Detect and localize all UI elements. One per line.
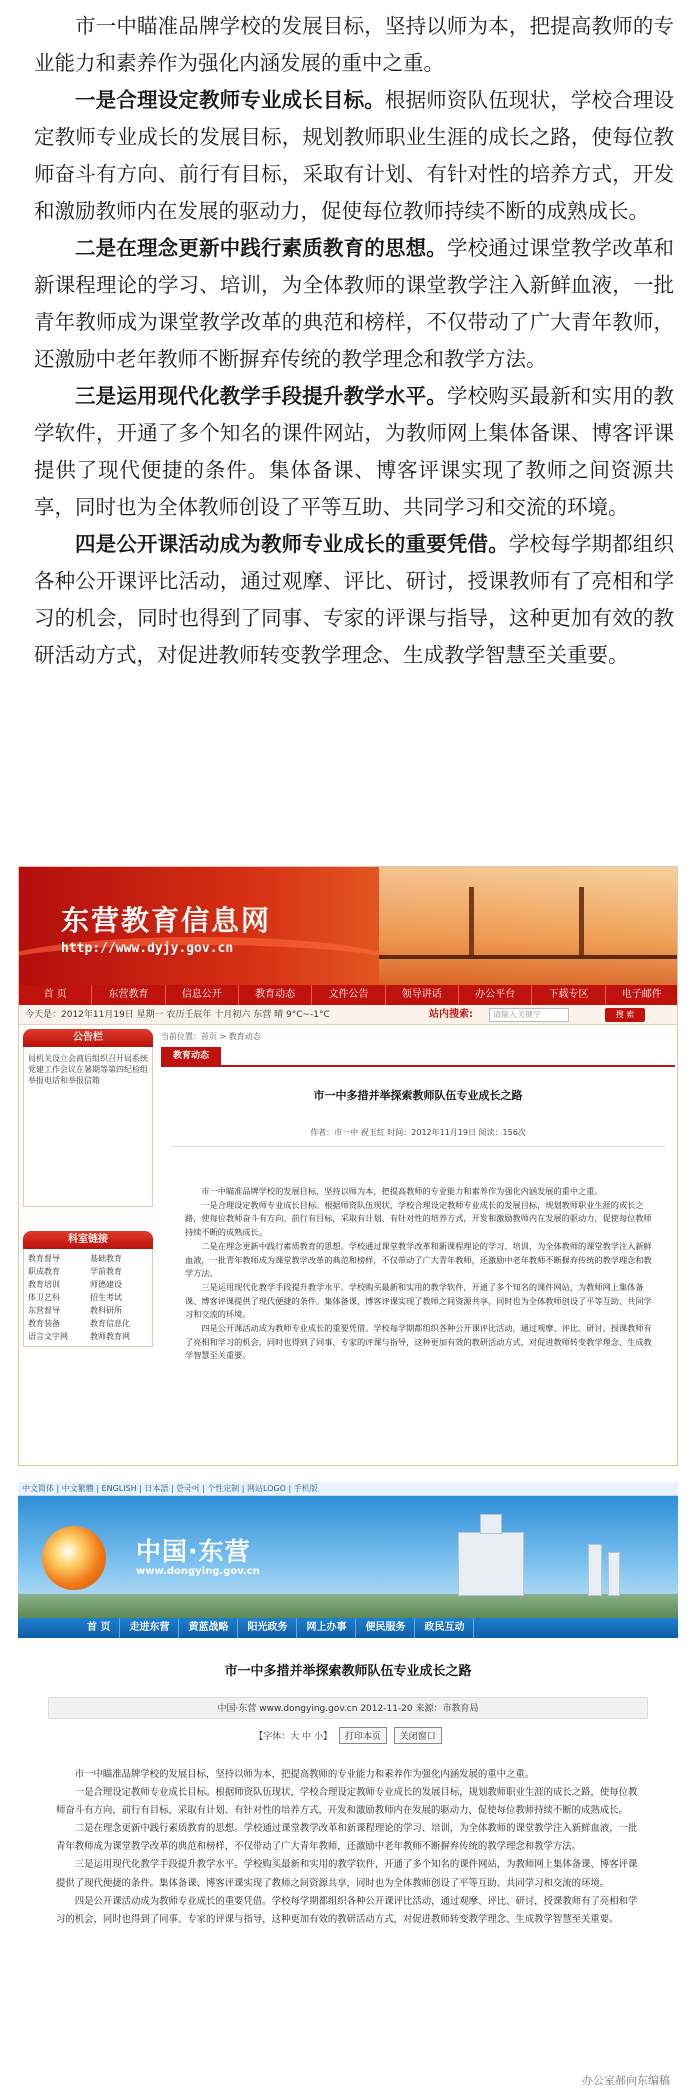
paragraph-lead: 二是在理念更新中践行素质教育的思想。 [75, 236, 447, 260]
paragraph-lead: 四是公开课活动成为教师专业成长的重要凭借。 [74, 1895, 272, 1907]
font-size-control[interactable]: 【字体：大 中 小】 [254, 1732, 332, 1742]
link-item[interactable]: 教育装备 [28, 1319, 60, 1328]
main-nav [19, 985, 678, 1005]
dongying-banner [18, 1496, 678, 1618]
paragraph-body: 学校购买最新和实用的教学软件，开通了多个知名的课件网站，为教师网上集体备课、博客评课提供了现代便捷的条件。集体备课、博客评课实现了教师之间资源共享，同时也为全体教师创设了平等互助、共同学习和交流的环境。 [34, 384, 675, 519]
nav-item[interactable]: 办公平台 [459, 985, 532, 1005]
nav-item[interactable]: 黄蓝战略 [179, 1618, 238, 1638]
link-item[interactable]: 教科研所 [90, 1306, 122, 1315]
paragraph-goal [34, 82, 674, 230]
nav-item[interactable]: 走进东营 [120, 1618, 179, 1638]
paragraph [185, 1199, 655, 1240]
divider [171, 1146, 665, 1147]
links-title: 科室链接 [23, 1231, 153, 1249]
nav-item[interactable]: 教育动态 [239, 985, 312, 1005]
link-item[interactable]: 教育督导 [28, 1254, 60, 1263]
paragraph-body: 学校购买最新和实用的教学软件，开通了多个知名的课件网站，为教师网上集体备课、博客评课提供了现代便捷的条件。集体备课、博客评课实现了教师之间资源共享，同时也为全体教师创设了平等互助、共同学习和交流的环境。 [56, 1859, 638, 1889]
building-icon [480, 1514, 502, 1534]
site-title: 东营教育信息网 [61, 904, 272, 937]
link-item[interactable]: 基础教育 [90, 1254, 122, 1263]
close-window-button[interactable]: 关闭窗口 [394, 1727, 442, 1744]
article-body [185, 1185, 655, 1363]
print-button[interactable]: 打印本页 [339, 1727, 387, 1744]
nav-item[interactable]: 阳光政务 [238, 1618, 297, 1638]
paragraph-lead: 二是在理念更新中践行素质教育的思想。 [74, 1823, 244, 1835]
paragraph-body: 根据师资队伍现状，学校合理设定教师专业成长的发展目标，规划教师职业生涯的成长之路，使每位教师奋斗有方向、前行有目标，采取有计划、有针对性的培养方式，开发和激励教师内在发展的驱动力，促使每位教师持续不断的成熟成长。 [185, 1199, 652, 1238]
tab-underline [161, 1065, 675, 1067]
main-content [161, 1029, 675, 1466]
nav-item[interactable]: 文件公告 [312, 985, 385, 1005]
paragraph-body: 学校每学期都组织各种公开课评比活动，通过观摩、评比、研讨，授课教师有了亮相和学习的机会，同时也得到了同事、专家的评课与指导，这种更加有效的教研活动方式，对促进教师转变教学理念、生成教学智慧至关重要。 [34, 532, 674, 667]
article-source: 中国·东营 www.dongying.gov.cn 2012-11-20 来源：市教育局 [48, 1697, 648, 1719]
nav-item[interactable]: 东营教育 [92, 985, 165, 1005]
paragraph-lead: 四是公开课活动成为教师专业成长的重要凭借。 [75, 532, 509, 556]
paragraph-lead: 三是运用现代化教学手段提升教学水平。 [75, 384, 447, 408]
links-grid [23, 1249, 153, 1347]
paragraph-lead: 四是公开课活动成为教师专业成长的重要凭借。 [201, 1323, 374, 1334]
building-icon [608, 1552, 620, 1596]
banner-ground [18, 1594, 678, 1618]
link-item[interactable]: 东营督导 [28, 1306, 60, 1315]
link-item[interactable]: 职成教育 [28, 1267, 60, 1276]
paragraph [56, 1784, 640, 1820]
building-icon [588, 1544, 602, 1596]
city-logo-icon [42, 1526, 106, 1590]
article-tools [18, 1727, 678, 1744]
bridge-deck [379, 955, 678, 959]
paragraph-body: 学校通过课堂教学改革和新课程理论的学习、培训，为全体教师的课堂教学注入新鲜血液，一批青年教师成为课堂教学改革的典范和榜样，不仅带动了广大青年教师，还激励中老年教师不断摒弃传统的教学理念和教学方法。 [34, 236, 675, 371]
paragraph-body: 学校通过课堂教学改革和新课程理论的学习、培训，为全体教师的课堂教学注入新鲜血液，一批青年教师成为课堂教学改革的典范和榜样，不仅带动了广大青年教师，还激励中老年教师不断摒弃传统的教学理念和教学方法。 [185, 1240, 652, 1279]
building-icon [458, 1532, 524, 1596]
site-url: www.dongying.gov.cn [136, 1566, 260, 1577]
paragraph [185, 1281, 655, 1322]
nav-item[interactable]: 电子邮件 [606, 985, 678, 1005]
paragraph [56, 1856, 640, 1892]
link-item[interactable]: 学前教育 [90, 1267, 122, 1276]
site-url: http://www.dyjy.gov.cn [61, 941, 234, 956]
paragraph [185, 1322, 655, 1363]
paragraph-lead: 一是合理设定教师专业成长目标。 [75, 88, 385, 112]
dyjy-screenshot [18, 866, 678, 1466]
date-weather-bar [19, 1005, 678, 1025]
notice-box[interactable]: 局机关设立会商后组织召开局系统党建工作会议在暑期等第四纪检组举报电话和举报信箱 [23, 1047, 153, 1207]
search-button[interactable]: 搜 索 [605, 1008, 645, 1022]
nav-item[interactable]: 便民服务 [356, 1618, 415, 1638]
paragraph-lead: 一是合理设定教师专业成长目标。 [74, 1787, 216, 1799]
paragraph-body: 根据师资队伍现状，学校合理设定教师专业成长的发展目标，规划教师职业生涯的成长之路，使每位教师奋斗有方向、前行有目标，采取有计划、有针对性的培养方式，开发和激励教师内在发展的驱动力，促使每位教师持续不断的成熟成长。 [34, 88, 675, 223]
site-title: 中国·东营 [136, 1537, 251, 1566]
paragraph-body: 根据师资队伍现状，学校合理设定教师专业成长的发展目标，规划教师职业生涯的成长之路，使每位教师奋斗有方向、前行有目标，采取有计划、有针对性的培养方式，开发和激励教师内在发展的驱动力，促使每位教师持续不断的成熟成长。 [56, 1787, 638, 1817]
paragraph-lead: 三是运用现代化教学手段提升教学水平。 [74, 1859, 244, 1871]
nav-item[interactable]: 信息公开 [166, 985, 239, 1005]
article-title: 市一中多措并举探索教师队伍专业成长之路 [224, 1664, 472, 1679]
search-input[interactable]: 请输入关键字 [489, 1008, 569, 1022]
bridge-tower-icon [469, 887, 474, 959]
nav-item[interactable]: 首 页 [78, 1618, 120, 1638]
sidebar [19, 1029, 159, 1466]
language-links[interactable]: 中文简体 | 中文繁體 | ENGLISH | 日本語 | 한국어 | 个性定制 | 网站LOGO | 手机版 [18, 1482, 678, 1496]
paragraph: 市一中瞄准品牌学校的发展目标，坚持以师为本，把提高教师的专业能力和素养作为强化内涵发展的重中之重。 [201, 1186, 603, 1196]
paragraph-open-class [34, 526, 674, 674]
article-body [56, 1766, 640, 1929]
bridge-tower-icon [579, 887, 584, 959]
search-label: 站内搜索: [429, 1009, 473, 1020]
dongying-screenshot [18, 1482, 678, 2052]
link-item[interactable]: 招生考试 [90, 1293, 122, 1302]
paragraph-lead: 一是合理设定教师专业成长目标。 [201, 1199, 325, 1210]
paragraph [56, 1820, 640, 1856]
paragraph: 市一中瞄准品牌学校的发展目标，坚持以师为本，把提高教师的专业能力和素养作为强化内涵发展的重中之重。 [74, 1769, 535, 1780]
link-item[interactable]: 教师教育网 [90, 1332, 130, 1341]
link-item[interactable]: 教育信息化 [90, 1319, 130, 1328]
link-item[interactable]: 语言文字网 [28, 1332, 68, 1341]
article-meta: 作者：市一中 祝玉红 时间：2012年11月19日 阅读：156次 [310, 1128, 526, 1137]
main-nav [18, 1618, 678, 1638]
nav-item[interactable]: 首 页 [19, 985, 92, 1005]
paragraph-body: 学校通过课堂教学改革和新课程理论的学习、培训，为全体教师的课堂教学注入新鲜血液，一批青年教师成为课堂教学改革的典范和榜样，不仅带动了广大青年教师，还激励中老年教师不断摒弃传统的教学理念和教学方法。 [56, 1823, 638, 1853]
link-item[interactable]: 体卫艺科 [28, 1293, 60, 1302]
nav-item[interactable]: 下载专区 [532, 985, 605, 1005]
paragraph-concept [34, 230, 674, 378]
breadcrumb: 当前位置：首页 > 教育动态 [161, 1032, 261, 1041]
paragraph-lead: 三是运用现代化教学手段提升教学水平。 [201, 1281, 349, 1292]
nav-item[interactable]: 政民互动 [415, 1618, 474, 1638]
dyjy-banner [19, 867, 678, 985]
banner-sky [379, 867, 678, 985]
tab-education-news[interactable]: 教育动态 [161, 1047, 221, 1065]
article-title: 市一中多措并举探索教师队伍专业成长之路 [313, 1089, 523, 1102]
article-text [34, 8, 674, 674]
link-item[interactable]: 教育培训 [28, 1280, 60, 1289]
notice-title: 公告栏 [23, 1029, 153, 1047]
paragraph-body: 学校购买最新和实用的教学软件，开通了多个知名的课件网站，为教师网上集体备课、博客评课提供了现代便捷的条件。集体备课、博客评课实现了教师之间资源共享，同时也为全体教师创设了平等互助、共同学习和交流的环境。 [185, 1281, 652, 1320]
editor-credit: 办公室郝向东编稿 [582, 2074, 670, 2087]
paragraph-intro: 市一中瞄准品牌学校的发展目标，坚持以师为本，把提高教师的专业能力和素养作为强化内涵发展的重中之重。 [34, 14, 674, 75]
paragraph-body: 学校每学期都组织各种公开课评比活动，通过观摩、评比、研讨，授课教师有了亮相和学习的机会，同时也得到了同事、专家的评课与指导，这种更加有效的教研活动方式，对促进教师转变教学理念、生成教学智慧至关重要。 [56, 1895, 638, 1925]
paragraph-technology [34, 378, 674, 526]
paragraph [185, 1240, 655, 1281]
nav-item[interactable]: 网上办事 [297, 1618, 356, 1638]
date-weather-text: 今天是：2012年11月19日 星期一 农历壬辰年 十月初六 东营 晴 9°C~-1°C [25, 1010, 330, 1020]
link-item[interactable]: 师德建设 [90, 1280, 122, 1289]
paragraph [56, 1893, 640, 1929]
paragraph-body: 学校每学期都组织各种公开课评比活动，通过观摩、评比、研讨，授课教师有了亮相和学习的机会，同时也得到了同事、专家的评课与指导，这种更加有效的教研活动方式，对促进教师转变教学理念、生成教学智慧至关重要。 [185, 1323, 652, 1361]
paragraph-lead: 二是在理念更新中践行素质教育的思想。 [201, 1240, 349, 1251]
nav-item[interactable]: 领导讲话 [386, 985, 459, 1005]
